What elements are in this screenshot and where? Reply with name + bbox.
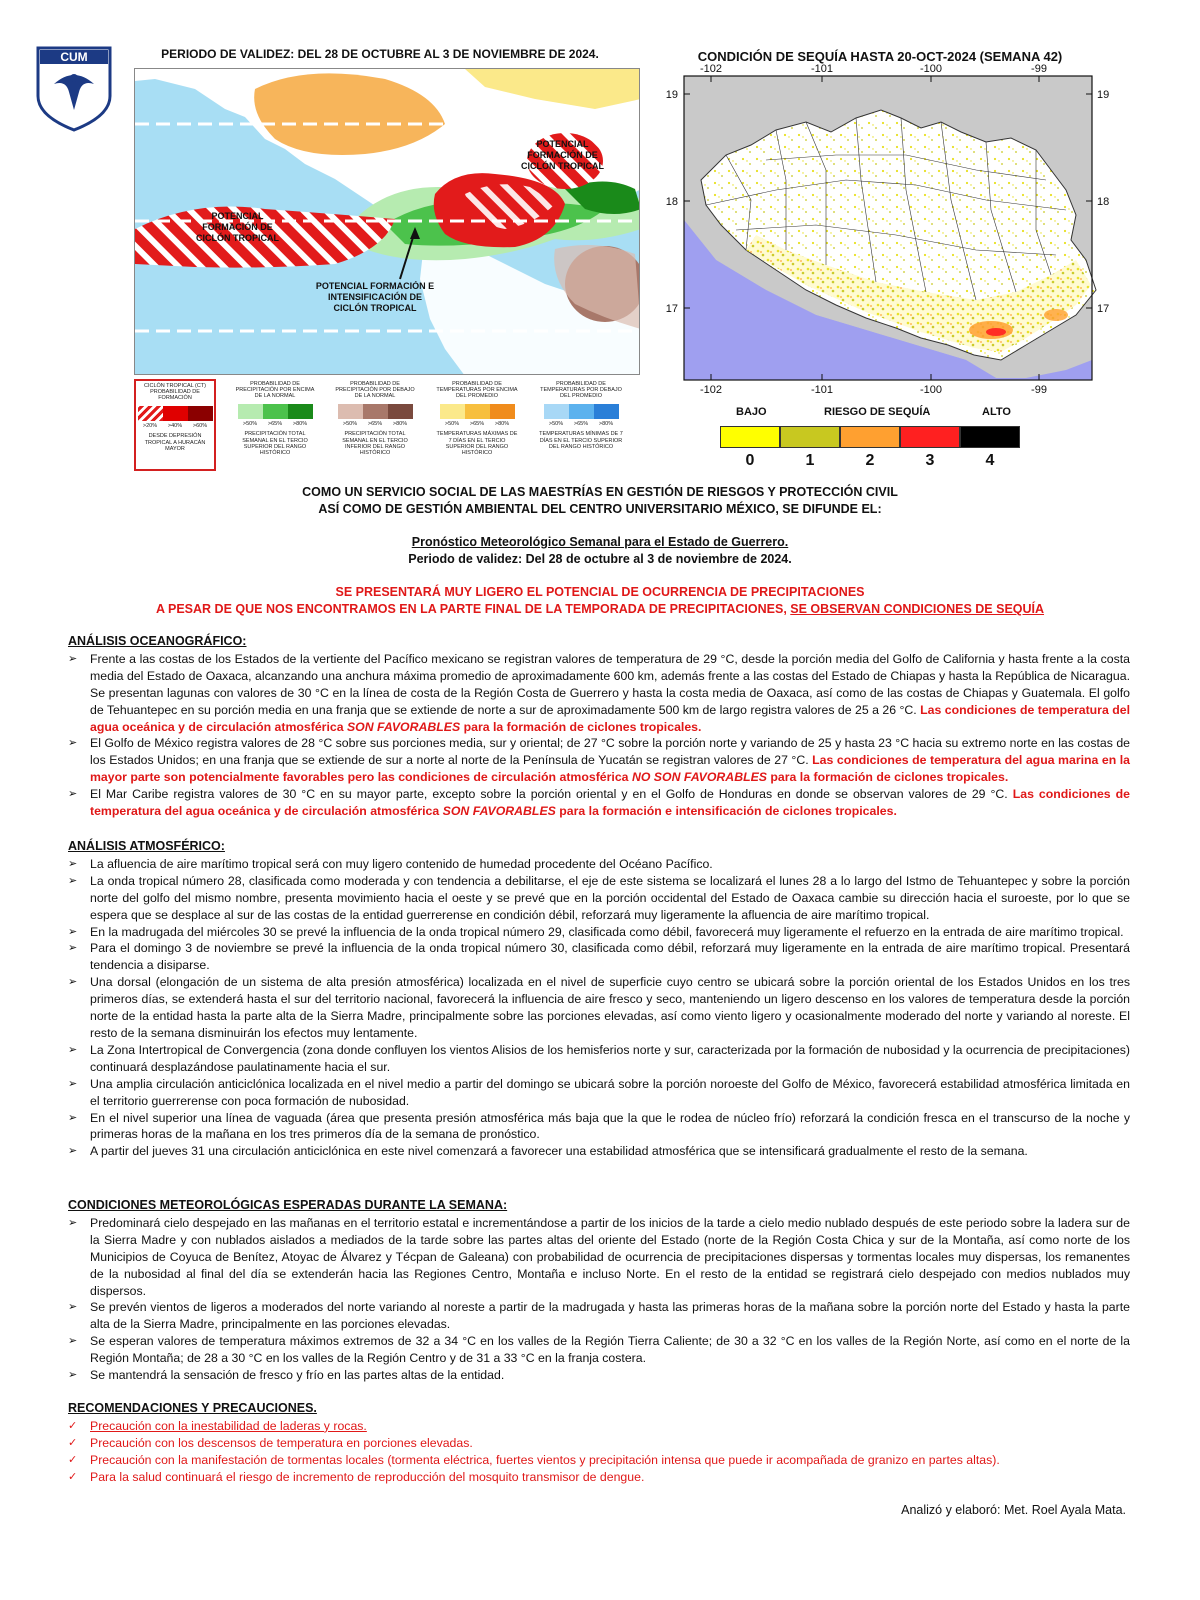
legend-swatch <box>263 404 288 419</box>
drought-level-num: 0 <box>745 452 755 469</box>
item-text: En el nivel superior una línea de vaguada (área que presenta presión atmosférica más baja que la que le rodea de núcleo frío) reforzará la condición fresca en el transcurso de la noche y primeras horas de la mañana en los tres primeros día de la semana de pronóstico. <box>90 1110 1130 1142</box>
list-item <box>68 1076 1130 1110</box>
legend-swatch <box>163 406 188 421</box>
item-text: La afluencia de aire marítimo tropical será con muy ligero contenido de humedad procedente del Océano Pacífico. <box>90 856 713 871</box>
item-text: Se esperan valores de temperatura máximos extremos de 32 a 34 °C en los valles de la Región Tierra Caliente; de 30 a 32 °C en los valles de la Región Norte, así como en el norte de la Región Montaña; de 28 a 30 °C en los valles de la Región Centro y de 31 a 33 °C en la franja costera. <box>90 1334 1130 1366</box>
subtitle-line: Pronóstico Meteorológico Semanal para el Estado de Guerrero. <box>411 535 789 549</box>
legend-swatch <box>188 406 213 421</box>
legend-title: PROBABILIDAD DE PRECIPITACIÓN POR ENCIMA DE LA NORMAL <box>235 380 315 400</box>
check-icon: ✓ <box>68 1419 78 1432</box>
legend-pct: >50% <box>444 421 460 427</box>
item-highlight-italic: SON FAVORABLES <box>346 719 461 734</box>
drought-level-num: 3 <box>925 452 935 469</box>
legend-pct: >65% <box>573 421 589 427</box>
lon-tick: -102 <box>699 63 723 75</box>
arrow-bullet-icon: ➢ <box>68 925 78 938</box>
lat-tick: 18 <box>1097 196 1110 208</box>
section-title: CONDICIONES METEOROLÓGICAS ESPERADAS DURANTE LA SEMANA: <box>68 1198 508 1212</box>
legend-pct: >50% <box>242 421 258 427</box>
subtitle-validity: Periodo de validez: Del 28 de octubre al 3 de noviembre de 2024. <box>408 552 792 566</box>
arrow-bullet-icon: ➢ <box>68 1111 78 1124</box>
drought-level-num: 1 <box>805 452 815 469</box>
intro-block <box>0 484 1200 518</box>
legend-label: TEMPERATURAS MÁXIMAS DE 7 DÍAS EN EL TERCIO SUPERIOR DEL RANGO HISTÓRICO <box>436 431 518 457</box>
item-highlight: Las condiciones de temperatura del agua oceánica y de circulación atmosférica <box>90 787 1130 819</box>
section-title: RECOMENDACIONES Y PRECAUCIONES. <box>68 1401 317 1415</box>
legend-swatch <box>338 404 363 419</box>
arrow-bullet-icon: ➢ <box>68 1145 78 1158</box>
legend-label: PRECIPITACIÓN TOTAL SEMANAL EN EL TERCIO INFERIOR DEL RANGO HISTÓRICO <box>342 431 408 457</box>
legend-title: PROBABILIDAD DE PRECIPITACIÓN POR DEBAJO DE LA NORMAL <box>335 380 415 400</box>
section-title: ANÁLISIS OCEANOGRÁFICO: <box>68 634 247 648</box>
arrow-bullet-icon: ➢ <box>68 874 78 887</box>
list-item <box>68 940 1130 974</box>
item-highlight: Las condiciones de temperatura del agua marina en la mayor parte son potencialmente favorables pero las condiciones de circulación atmosférica <box>90 753 1131 785</box>
legend-label: DESDE DEPRESIÓN TROPICAL A HURACÁN MAYOR <box>144 433 206 452</box>
intro-line: ASÍ COMO DE GESTIÓN AMBIENTAL DEL CENTRO UNIVERSITARIO MÉXICO, SE DIFUNDE EL: <box>318 502 882 516</box>
drought-swatch-1 <box>780 426 840 448</box>
arrow-bullet-icon: ➢ <box>68 976 78 989</box>
lon-tick: -102 <box>699 384 723 396</box>
lat-tick: 17 <box>1097 303 1110 315</box>
item-text: Para la salud continuará el riesgo de incremento de reproducción del mosquito transmisor de dengue. <box>90 1469 645 1484</box>
legend-title: PROBABILIDAD DE TEMPERATURAS POR ENCIMA DEL PROMEDIO <box>436 380 518 400</box>
legend-swatch <box>465 404 490 419</box>
item-text: El Golfo de México registra valores de 28 °C sobre sus porciones media, sur y oriental; de 27 °C sobre la porción norte y variando de 25 y hasta 23 °C hacia su extremo norte en las costas de los Estados Unidos; en una franja que se extiende de sur a norte al norte de la Península de Yucatán se registran valores de 27 °C. <box>90 736 1130 768</box>
legend-pct: >65% <box>367 421 383 427</box>
section-oceanographic <box>68 633 1130 820</box>
legend-pct: >80% <box>292 421 308 427</box>
item-text: En la madrugada del miércoles 30 se prevé la influencia de la onda tropical número 29, clasificada como débil, favorecerá muy ligeramente el refuerzo en la entrada de aire marítimo tropical. <box>90 924 1124 939</box>
legend-swatch <box>544 404 569 419</box>
label-caribbean-cyclone: POTENCIAL FORMACIÓN DE CICLÓN TROPICAL <box>521 139 604 171</box>
legend-pct: >80% <box>598 421 614 427</box>
legend-pct: >65% <box>469 421 485 427</box>
arrow-bullet-icon: ➢ <box>68 857 78 870</box>
list-item <box>68 1452 1130 1469</box>
legend-temp-below <box>538 379 624 471</box>
legend-pct: >50% <box>548 421 564 427</box>
arrow-bullet-icon: ➢ <box>68 737 78 750</box>
legend-title: PROBABILIDAD DE TEMPERATURAS POR DEBAJO DEL PROMEDIO <box>540 380 622 400</box>
headline-alert <box>0 584 1200 618</box>
list-item <box>68 786 1130 820</box>
arrow-bullet-icon: ➢ <box>68 1043 78 1056</box>
arrow-bullet-icon: ➢ <box>68 1301 78 1314</box>
lat-tick: 19 <box>1097 89 1110 101</box>
item-text: Se prevén vientos de ligeros a moderados del norte variando al noreste a partir de la madrugada y hasta las primeras horas de la mañana sobre la porción norte del Estado y hasta la parte alta de la Sierra Madre, principalmente en las porciones elevadas. <box>90 1300 1130 1332</box>
headline-text: A PESAR DE QUE NOS ENCONTRAMOS EN LA PARTE FINAL DE LA TEMPORADA DE PRECIPITACIONES, <box>155 602 791 616</box>
list-item <box>68 1418 1130 1435</box>
legend-pct: >80% <box>392 421 408 427</box>
forecast-map-title: PERIODO DE VALIDEZ: DEL 28 DE OCTUBRE AL 3 DE NOVIEMBRE DE 2024. <box>161 47 599 61</box>
legend-temp-above <box>436 379 518 471</box>
list-item <box>68 1110 1130 1144</box>
headline-line-2 <box>0 601 1200 618</box>
author-signature: Analizó y elaboró: Met. Roel Ayala Mata. <box>901 1503 1126 1517</box>
drought-map-title: CONDICIÓN DE SEQUÍA HASTA 20-OCT-2024 (SEMANA 42) <box>697 49 1063 64</box>
list-item <box>68 1469 1130 1486</box>
legend-swatch <box>238 404 263 419</box>
legend-swatch <box>363 404 388 419</box>
item-text: El Mar Caribe registra valores de 30 °C en su mayor parte, excepto sobre la porción oriental y en el Golfo de Honduras en donde se observan valores de 29 °C. <box>90 787 1013 802</box>
item-text: Una amplia circulación anticiclónica localizada en el nivel medio a partir del domingo se ubicará sobre la porción noroeste del Golfo de México, favorecerá estabilidad atmosférica limitada en el territorio guerrerense con poca formación de nubosidad. <box>90 1076 1130 1108</box>
arrow-bullet-icon: ➢ <box>68 1077 78 1090</box>
item-highlight-italic: NO SON FAVORABLES <box>631 770 767 785</box>
legend-swatch <box>440 404 465 419</box>
check-icon: ✓ <box>68 1453 78 1466</box>
legend-pct: >40% <box>167 423 183 429</box>
section-title: ANÁLISIS ATMOSFÉRICO: <box>68 839 225 853</box>
item-text: Una dorsal (elongación de un sistema de alta presión atmosférica) localizada en el nivel de superficie cuyo centro se ubicará sobre la porción oriental de los Estados Unidos en los tres primeros días, se extenderá hasta el sur del territorio nacional, favorecerá la influencia de aire fresco y seco, manteniendo un ligero descenso en los valores de temperatura desde la porción norte de la entidad hasta la parte alta de la Sierra Madre, principalmente sobre las porciones elevadas, así como viento ligero y ocasionalmente moderado del norte y variando al noreste. El resto de la semana disminuirán los efectos muy lentamente. <box>90 975 1130 1040</box>
drought-map <box>656 60 1121 410</box>
list-item <box>68 1299 1130 1333</box>
legend-pct: >60% <box>192 423 208 429</box>
legend-low-label: BAJO <box>736 406 767 418</box>
item-text: Precaución con la inestabilidad de laderas y rocas. <box>90 1418 367 1433</box>
lon-tick: -101 <box>810 384 834 396</box>
list-item <box>68 1367 1130 1384</box>
check-icon: ✓ <box>68 1470 78 1483</box>
list-item <box>68 873 1130 924</box>
item-highlight: para la formación de ciclones tropicales. <box>767 770 1009 785</box>
arrow-bullet-icon: ➢ <box>68 1335 78 1348</box>
arrow-bullet-icon: ➢ <box>68 942 78 955</box>
drought-swatch-4 <box>960 426 1020 448</box>
section-atmospheric <box>68 838 1130 1160</box>
legend-swatch <box>490 404 515 419</box>
legend-label: TEMPERATURAS MÍNIMAS DE 7 DÍAS EN EL TERCIO SUPERIOR DEL RANGO HISTÓRICO <box>539 431 623 450</box>
list-item <box>68 1143 1130 1160</box>
list-item <box>68 1435 1130 1452</box>
legend-risk-title: RIESGO DE SEQUÍA <box>824 406 931 418</box>
list-item <box>68 974 1130 1042</box>
item-text: La onda tropical número 28, clasificada como moderada y con tendencia a debilitarse, el eje de este sistema se localizará el lunes 28 a lo largo del Istmo de Tehuantepec y sobre la porción norte del golfo del mismo nombre, presenta movimiento hacia el oeste y se prevé que en la porción occidental del Estado de Oaxaca cambie su dirección hacia el suroeste, por lo que se espera que se desplace al sur de las costas de la entidad guerrerense en condición débil, reforzará muy ligeramente la afluencia de aire marítimo tropical. <box>90 873 1130 922</box>
label-center-cyclone: POTENCIAL FORMACIÓN E INTENSIFICACIÓN DE CICLÓN TROPICAL <box>315 281 435 313</box>
intro-line: COMO UN SERVICIO SOCIAL DE LAS MAESTRÍAS EN GESTIÓN DE RIESGOS Y PROTECCIÓN CIVIL <box>302 485 898 499</box>
lon-tick: -100 <box>919 384 943 396</box>
drought-swatch-0 <box>720 426 780 448</box>
item-text: Para el domingo 3 de noviembre se prevé la influencia de la onda tropical número 30, clasificada como débil, reforzará muy ligeramente en la entrada de aire marítimo tropical. Presentará tendencia a disiparse. <box>90 941 1130 973</box>
forecast-legend <box>134 379 640 471</box>
forecast-map <box>134 68 640 375</box>
legend-cyclone <box>134 379 216 471</box>
lon-tick: -99 <box>1031 384 1047 396</box>
item-highlight: Las condiciones de temperatura del agua oceánica y de circulación atmosférica <box>90 702 1130 734</box>
drought-swatch-3 <box>900 426 960 448</box>
legend-pct: >65% <box>267 421 283 427</box>
list-item <box>68 856 1130 873</box>
cum-logo <box>24 44 124 134</box>
drought-swatch-2 <box>840 426 900 448</box>
list-item <box>68 735 1130 786</box>
legend-precip-above <box>234 379 316 471</box>
legend-swatch <box>569 404 594 419</box>
legend-swatch <box>288 404 313 419</box>
legend-pct: >20% <box>142 423 158 429</box>
legend-pct: >80% <box>494 421 510 427</box>
list-item <box>68 1042 1130 1076</box>
item-highlight: para la formación de ciclones tropicales. <box>460 719 702 734</box>
item-highlight-italic: SON FAVORABLES <box>442 804 556 819</box>
logo-text: CUM <box>60 50 88 64</box>
label-pacific-cyclone: POTENCIAL FORMACIÓN DE CICLÓN TROPICAL <box>196 211 279 243</box>
lat-tick: 19 <box>665 89 678 101</box>
headline-line: SE PRESENTARÁ MUY LIGERO EL POTENCIAL DE OCURRENCIA DE PRECIPITACIONES <box>335 585 865 599</box>
legend-precip-below <box>334 379 416 471</box>
legend-label: PRECIPITACIÓN TOTAL SEMANAL EN EL TERCIO SUPERIOR DEL RANGO HISTÓRICO <box>242 431 308 457</box>
arrow-bullet-icon: ➢ <box>68 652 78 665</box>
list-item <box>68 651 1130 736</box>
section-conditions <box>68 1197 1130 1384</box>
item-text: Precaución con los descensos de temperatura en porciones elevadas. <box>90 1435 473 1450</box>
drought-level-num: 4 <box>985 452 995 469</box>
lat-tick: 18 <box>665 196 678 208</box>
list-item <box>68 1333 1130 1367</box>
lat-tick: 17 <box>665 303 678 315</box>
section-recommendations <box>68 1400 1130 1486</box>
legend-swatch <box>594 404 619 419</box>
item-text: La Zona Intertropical de Convergencia (zona donde confluyen los vientos Alisios de los hemisferios norte y sur, caracterizada por la formación de nubosidad y la ocurrencia de precipitaciones) continuará desplazándose paulatinamente hacia el sur. <box>90 1042 1130 1074</box>
item-text: Frente a las costas de los Estados de la vertiente del Pacífico mexicano se registran valores de temperatura de 29 °C, desde la porción media del Golfo de California y hasta frente a la costa media del Estado de Oaxaca, alcanzando una anchura máxima promedio de aproximadamente 600 km, además frente a las costas del Estado de Chiapas y hasta la República de Nicaragua. Se presentan lagunas con valores de 30 °C en la línea de costa de la Región Costa de Guerrero y hasta la costa media de Oaxaca, así como de las costas de Chiapas y Guatemala. El golfo de Tehuantepec en su porción media en una franja que se extiende de norte a sur de aproximadamente 500 km de largo registra valores de 25 a 26 °C. <box>90 651 1130 717</box>
legend-pct: >50% <box>342 421 358 427</box>
drought-level-num: 2 <box>865 452 875 469</box>
legend-high-label: ALTO <box>982 406 1011 418</box>
list-item <box>68 924 1130 941</box>
item-text: A partir del jueves 31 una circulación anticiclónica en este nivel comenzará a favorecer una estabilidad atmosférica que se intensificará gradualmente el resto de la semana. <box>90 1144 1028 1159</box>
lon-tick: -100 <box>919 63 943 75</box>
item-text: Precaución con la manifestación de tormentas locales (tormenta eléctrica, fuertes vientos y precipitación intensa que puede ir acompañada de granizo en partes altas). <box>90 1452 1000 1467</box>
lon-tick: -99 <box>1031 63 1047 75</box>
check-icon: ✓ <box>68 1436 78 1449</box>
forecast-subtitle <box>0 534 1200 568</box>
item-text: Predominará cielo despejado en las mañanas en el territorio estatal e incrementándose a partir de los inicios de la tarde a cielo medio nublado después de este periodo sobre la ladera sur de la Sierra Madre y con nublados aislados a mediados de la tarde sobre las partes altas del oriente del Estado (norte de la Región Costa Chica y sur de la Montaña, así como norte de los Municipios de Coyuca de Benítez, Atoyac de Álvarez y Técpan de Galeana) con probabilidad de ocurrencia de precipitaciones dispersas y tormentas locales muy dispersas, los remanentes de la nubosidad al final del día se extenderán hacia las Regiones Centro, Montaña e incluso Norte. En el resto de la entidad se registrará cielo despejado con medios nublados muy dispersos. <box>90 1215 1130 1298</box>
item-text: Se mantendrá la sensación de fresco y frío en las partes altas de la entidad. <box>90 1368 505 1383</box>
arrow-bullet-icon: ➢ <box>68 1369 78 1382</box>
list-item <box>68 1215 1130 1300</box>
drought-legend <box>720 406 1060 470</box>
legend-swatch <box>388 404 413 419</box>
arrow-bullet-icon: ➢ <box>68 788 78 801</box>
legend-swatch <box>138 406 163 421</box>
legend-title: CICLÓN TROPICAL (CT) PROBABILIDAD DE FORMACIÓN <box>143 382 207 402</box>
lon-tick: -101 <box>810 63 834 75</box>
item-highlight: para la formación e intensificación de ciclones tropicales. <box>555 804 897 819</box>
arrow-bullet-icon: ➢ <box>68 1216 78 1229</box>
headline-drought-text: SE OBSERVAN CONDICIONES DE SEQUÍA <box>790 602 1045 616</box>
